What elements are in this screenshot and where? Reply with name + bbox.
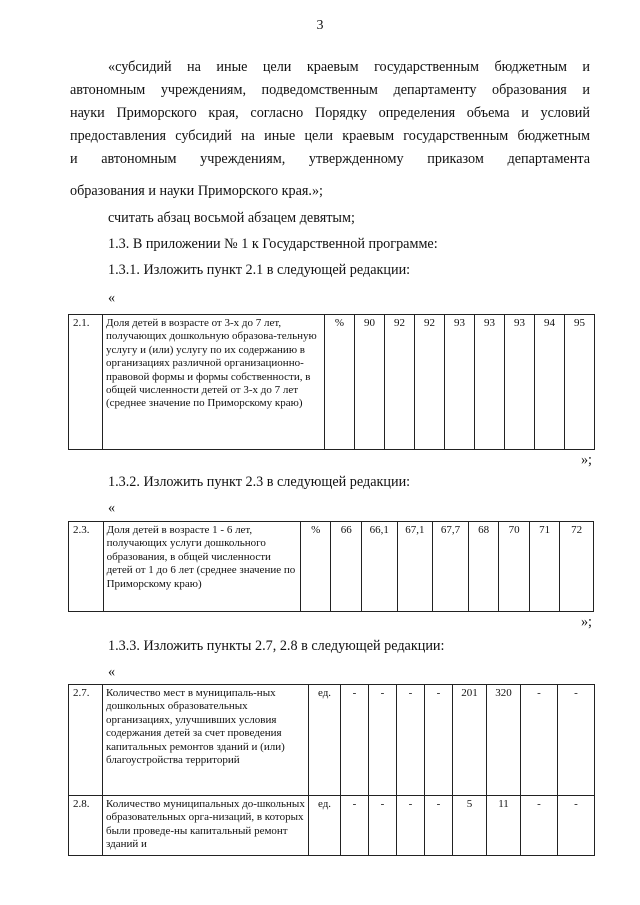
value-cell: 71 xyxy=(529,522,560,612)
value-cell: - xyxy=(558,796,595,856)
value-cell: - xyxy=(397,685,425,796)
row-unit: ед. xyxy=(309,796,341,856)
value-cell: - xyxy=(521,685,558,796)
row-unit: ед. xyxy=(309,685,341,796)
table-row xyxy=(69,796,595,856)
value-cell: - xyxy=(425,685,453,796)
intro-line-6: образования и науки Приморского края.»; xyxy=(70,183,323,199)
table-item-2-1 xyxy=(68,314,595,450)
value-cell: 11 xyxy=(487,796,521,856)
row-code: 2.1. xyxy=(69,315,103,450)
table-row xyxy=(69,522,594,612)
value-cell: 94 xyxy=(535,315,565,450)
value-cell: 93 xyxy=(445,315,475,450)
row-code: 2.7. xyxy=(69,685,103,796)
item-1-3-2: 1.3.2. Изложить пункт 2.3 в следующей редакции: xyxy=(108,474,411,490)
open-quote-1: « xyxy=(108,290,116,306)
value-cell: 66 xyxy=(331,522,362,612)
value-cell: - xyxy=(425,796,453,856)
table-row xyxy=(69,685,595,796)
row-description: Количество муниципальных до-школьных образовательных орга-низаций, в которых были проведе-ны капитальный ремонт зданий и xyxy=(103,796,309,856)
table-item-2-3 xyxy=(68,521,594,612)
row-unit: % xyxy=(325,315,355,450)
intro-line-4: предоставления субсидий на иные цели краевым государственным бюджетным xyxy=(70,128,590,144)
value-cell: - xyxy=(341,796,369,856)
value-cell: 92 xyxy=(385,315,415,450)
value-cell: 92 xyxy=(415,315,445,450)
value-cell: 67,7 xyxy=(433,522,469,612)
value-cell: - xyxy=(558,685,595,796)
open-quote-2: « xyxy=(108,500,116,516)
value-cell: - xyxy=(521,796,558,856)
row-code: 2.3. xyxy=(69,522,104,612)
paragraph-renumber: считать абзац восьмой абзацем девятым; xyxy=(108,210,355,226)
item-1-3-3: 1.3.3. Изложить пункты 2.7, 2.8 в следующей редакции: xyxy=(108,638,445,654)
row-unit: % xyxy=(300,522,331,612)
value-cell: 201 xyxy=(453,685,487,796)
value-cell: - xyxy=(341,685,369,796)
intro-line-1: «субсидий на иные цели краевым государственным бюджетным и xyxy=(108,59,590,75)
close-quote-2: »; xyxy=(580,614,592,630)
value-cell: 66,1 xyxy=(361,522,397,612)
row-description: Доля детей в возрасте 1 - 6 лет, получающих услуги дошкольного образования, в общей численности детей от 1 до 6 лет (среднее значение по Приморскому краю) xyxy=(103,522,300,612)
item-1-3-1: 1.3.1. Изложить пункт 2.1 в следующей редакции: xyxy=(108,262,411,278)
row-description: Количество мест в муниципаль-ных дошкольных образовательных организациях, улучшивших условия содержания детей за счет проведения капитальных ремонтов зданий и (или) благоустройства территорий xyxy=(103,685,309,796)
close-quote-1: »; xyxy=(580,452,592,468)
value-cell: 320 xyxy=(487,685,521,796)
page-number: 3 xyxy=(316,18,324,33)
row-description: Доля детей в возрасте от 3-х до 7 лет, получающих дошкольную образова-тельную услугу и (или) услугу по их содержанию в организациях различной организационно-правовой формы и формы собственности, в общей численности детей от 3-х до 7 лет (среднее значение по Приморскому краю) xyxy=(103,315,325,450)
intro-line-3: науки Приморского края, согласно Порядку определения объема и условий xyxy=(70,105,590,121)
value-cell: 68 xyxy=(468,522,499,612)
value-cell: 72 xyxy=(560,522,594,612)
value-cell: 5 xyxy=(453,796,487,856)
value-cell: 95 xyxy=(565,315,595,450)
table-items-2-7-2-8 xyxy=(68,684,595,856)
value-cell: 67,1 xyxy=(397,522,433,612)
value-cell: 93 xyxy=(475,315,505,450)
row-code: 2.8. xyxy=(69,796,103,856)
value-cell: 93 xyxy=(505,315,535,450)
value-cell: - xyxy=(369,796,397,856)
intro-paragraph xyxy=(70,56,590,171)
value-cell: 70 xyxy=(499,522,530,612)
open-quote-3: « xyxy=(108,664,116,680)
value-cell: - xyxy=(397,796,425,856)
item-1-3: 1.3. В приложении № 1 к Государственной программе: xyxy=(108,236,438,252)
value-cell: 90 xyxy=(355,315,385,450)
table-row xyxy=(69,315,595,450)
intro-line-2: автономным учреждениям, подведомственным департаменту образования и xyxy=(70,82,590,98)
intro-line-5: и автономным учреждениям, утвержденному приказом департамента xyxy=(70,151,590,167)
value-cell: - xyxy=(369,685,397,796)
